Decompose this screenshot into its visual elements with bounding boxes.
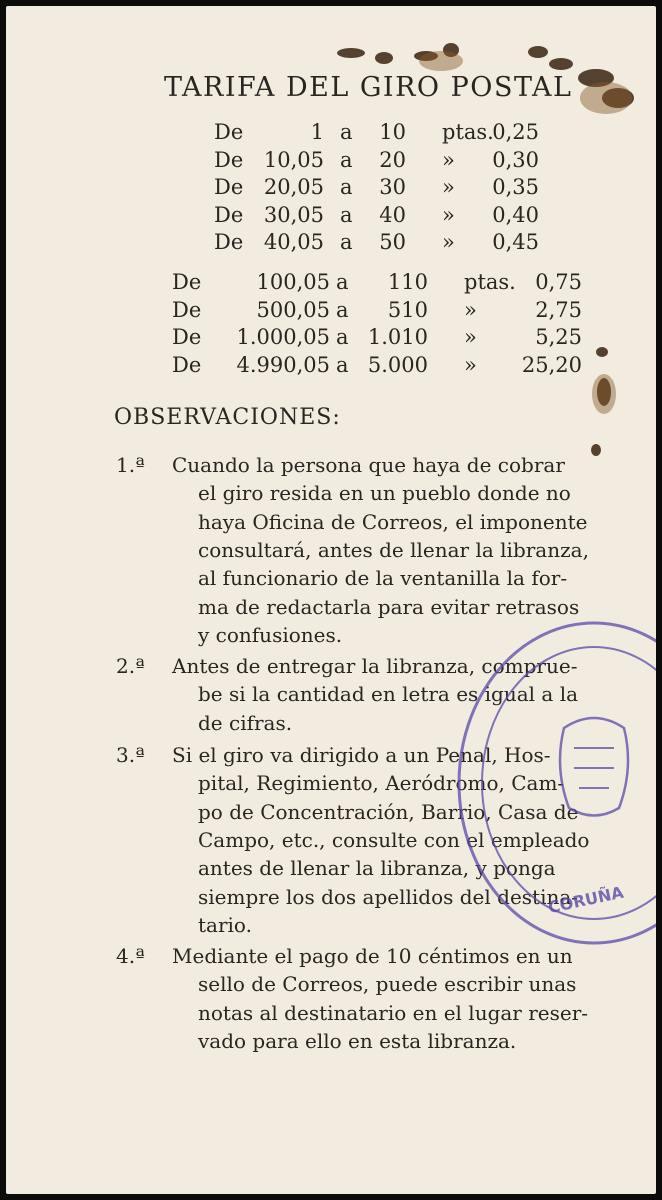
observation-line: Antes de entregar la libranza, comprue- xyxy=(172,654,578,678)
rate-price: 25,20 xyxy=(521,352,582,377)
rate-a: a xyxy=(336,270,349,294)
rate-mark: » xyxy=(464,352,477,377)
observation-line: sello de Correos, puede escribir unas xyxy=(198,972,577,997)
observation-line: el giro resida en un pueblo donde no xyxy=(198,481,571,506)
rate-row xyxy=(6,203,656,229)
rate-to: 50 xyxy=(379,230,406,254)
observation-line: Mediante el pago de 10 céntimos en un xyxy=(172,944,573,968)
rate-mark: » xyxy=(442,147,455,172)
observation-line: po de Concentración, Barrio, Casa de xyxy=(198,799,579,824)
rate-a: a xyxy=(340,120,353,144)
observations-heading: OBSERVACIONES: xyxy=(114,405,341,430)
rate-to: 1.010 xyxy=(367,325,428,349)
observation-line: be si la cantidad en letra es igual a la xyxy=(198,682,579,707)
rate-mark: » xyxy=(442,202,455,227)
rate-from: 40,05 xyxy=(263,230,324,254)
observation-line: antes de llenar la libranza, y ponga xyxy=(198,856,556,881)
rate-row xyxy=(6,120,656,146)
rate-to: 110 xyxy=(387,270,428,294)
rate-a: a xyxy=(336,325,349,349)
rate-a: a xyxy=(340,230,353,254)
rate-de: De xyxy=(214,230,244,254)
rate-row xyxy=(6,353,656,379)
rate-price: 0,35 xyxy=(492,175,539,199)
observation-line: Cuando la persona que haya de cobrar xyxy=(172,453,565,477)
rate-row xyxy=(6,175,656,201)
rate-from: 1 xyxy=(310,120,324,144)
rate-row xyxy=(6,325,656,351)
rate-from: 500,05 xyxy=(256,297,330,322)
rate-price: 0,75 xyxy=(535,270,582,294)
rate-price: 0,40 xyxy=(492,202,539,227)
observation-line: Campo, etc., consulte con el empleado xyxy=(198,827,590,852)
rate-to: 10 xyxy=(379,120,406,144)
rate-from: 20,05 xyxy=(263,175,324,199)
rate-from: 30,05 xyxy=(263,202,324,227)
rate-mark: ptas. xyxy=(442,120,494,144)
tariff-title: TARIFA DEL GIRO POSTAL xyxy=(164,72,573,103)
rate-a: a xyxy=(340,147,353,172)
observation-line: al funcionario de la ventanilla la for- xyxy=(198,566,568,591)
observation-line: siempre los dos apellidos del destina- xyxy=(198,884,579,909)
observation-line: ma de redactarla para evitar retrasos xyxy=(198,594,580,619)
observation-line: de cifras. xyxy=(198,710,293,735)
observation-line: Si el giro va dirigido a un Penal, Hos- xyxy=(172,743,551,767)
observation-line: tario. xyxy=(198,912,252,937)
postal-order-card xyxy=(6,6,656,1194)
rate-row xyxy=(6,298,656,324)
observation-number: 4.ª xyxy=(116,944,145,968)
rate-de: De xyxy=(214,120,244,144)
rate-price: 5,25 xyxy=(535,325,582,349)
rate-a: a xyxy=(336,352,349,377)
rate-a: a xyxy=(336,297,349,322)
rate-row xyxy=(6,148,656,174)
rate-price: 0,45 xyxy=(492,230,539,254)
rate-de: De xyxy=(172,352,202,377)
observation-number: 3.ª xyxy=(116,743,145,767)
rate-de: De xyxy=(214,147,244,172)
rate-to: 20 xyxy=(379,147,406,172)
rate-mark: » xyxy=(442,230,455,254)
rate-to: 5.000 xyxy=(367,352,428,377)
rate-mark: ptas. xyxy=(464,270,516,294)
observation-line: y confusiones. xyxy=(198,622,343,647)
rate-price: 0,25 xyxy=(492,120,539,144)
rate-row xyxy=(6,270,656,296)
observation-number: 1.ª xyxy=(116,453,145,477)
observation-number: 2.ª xyxy=(116,654,145,678)
rate-de: De xyxy=(214,175,244,199)
stamp-text: CORUÑA xyxy=(546,882,626,918)
rate-from: 1.000,05 xyxy=(236,325,330,349)
rate-a: a xyxy=(340,202,353,227)
rate-price: 0,30 xyxy=(492,147,539,172)
rate-mark: » xyxy=(464,325,477,349)
rate-price: 2,75 xyxy=(535,297,582,322)
rate-from: 100,05 xyxy=(256,270,330,294)
rate-de: De xyxy=(172,297,202,322)
rate-a: a xyxy=(340,175,353,199)
rate-row xyxy=(6,230,656,256)
rate-from: 10,05 xyxy=(263,147,324,172)
rate-to: 40 xyxy=(379,202,406,227)
rate-mark: » xyxy=(464,297,477,322)
rate-de: De xyxy=(172,325,202,349)
observation-line: haya Oficina de Correos, el imponente xyxy=(198,509,588,534)
rate-to: 510 xyxy=(387,297,428,322)
observation-line: vado para ello en esta libranza. xyxy=(198,1028,517,1053)
rate-to: 30 xyxy=(379,175,406,199)
observation-line: pital, Regimiento, Aeródromo, Cam- xyxy=(198,771,565,796)
observation-line: consultará, antes de llenar la libranza, xyxy=(198,537,589,562)
observation-line: notas al destinatario en el lugar reser- xyxy=(198,1000,589,1025)
rate-de: De xyxy=(172,270,202,294)
rate-from: 4.990,05 xyxy=(236,352,330,377)
rate-de: De xyxy=(214,202,244,227)
rate-mark: » xyxy=(442,175,455,199)
